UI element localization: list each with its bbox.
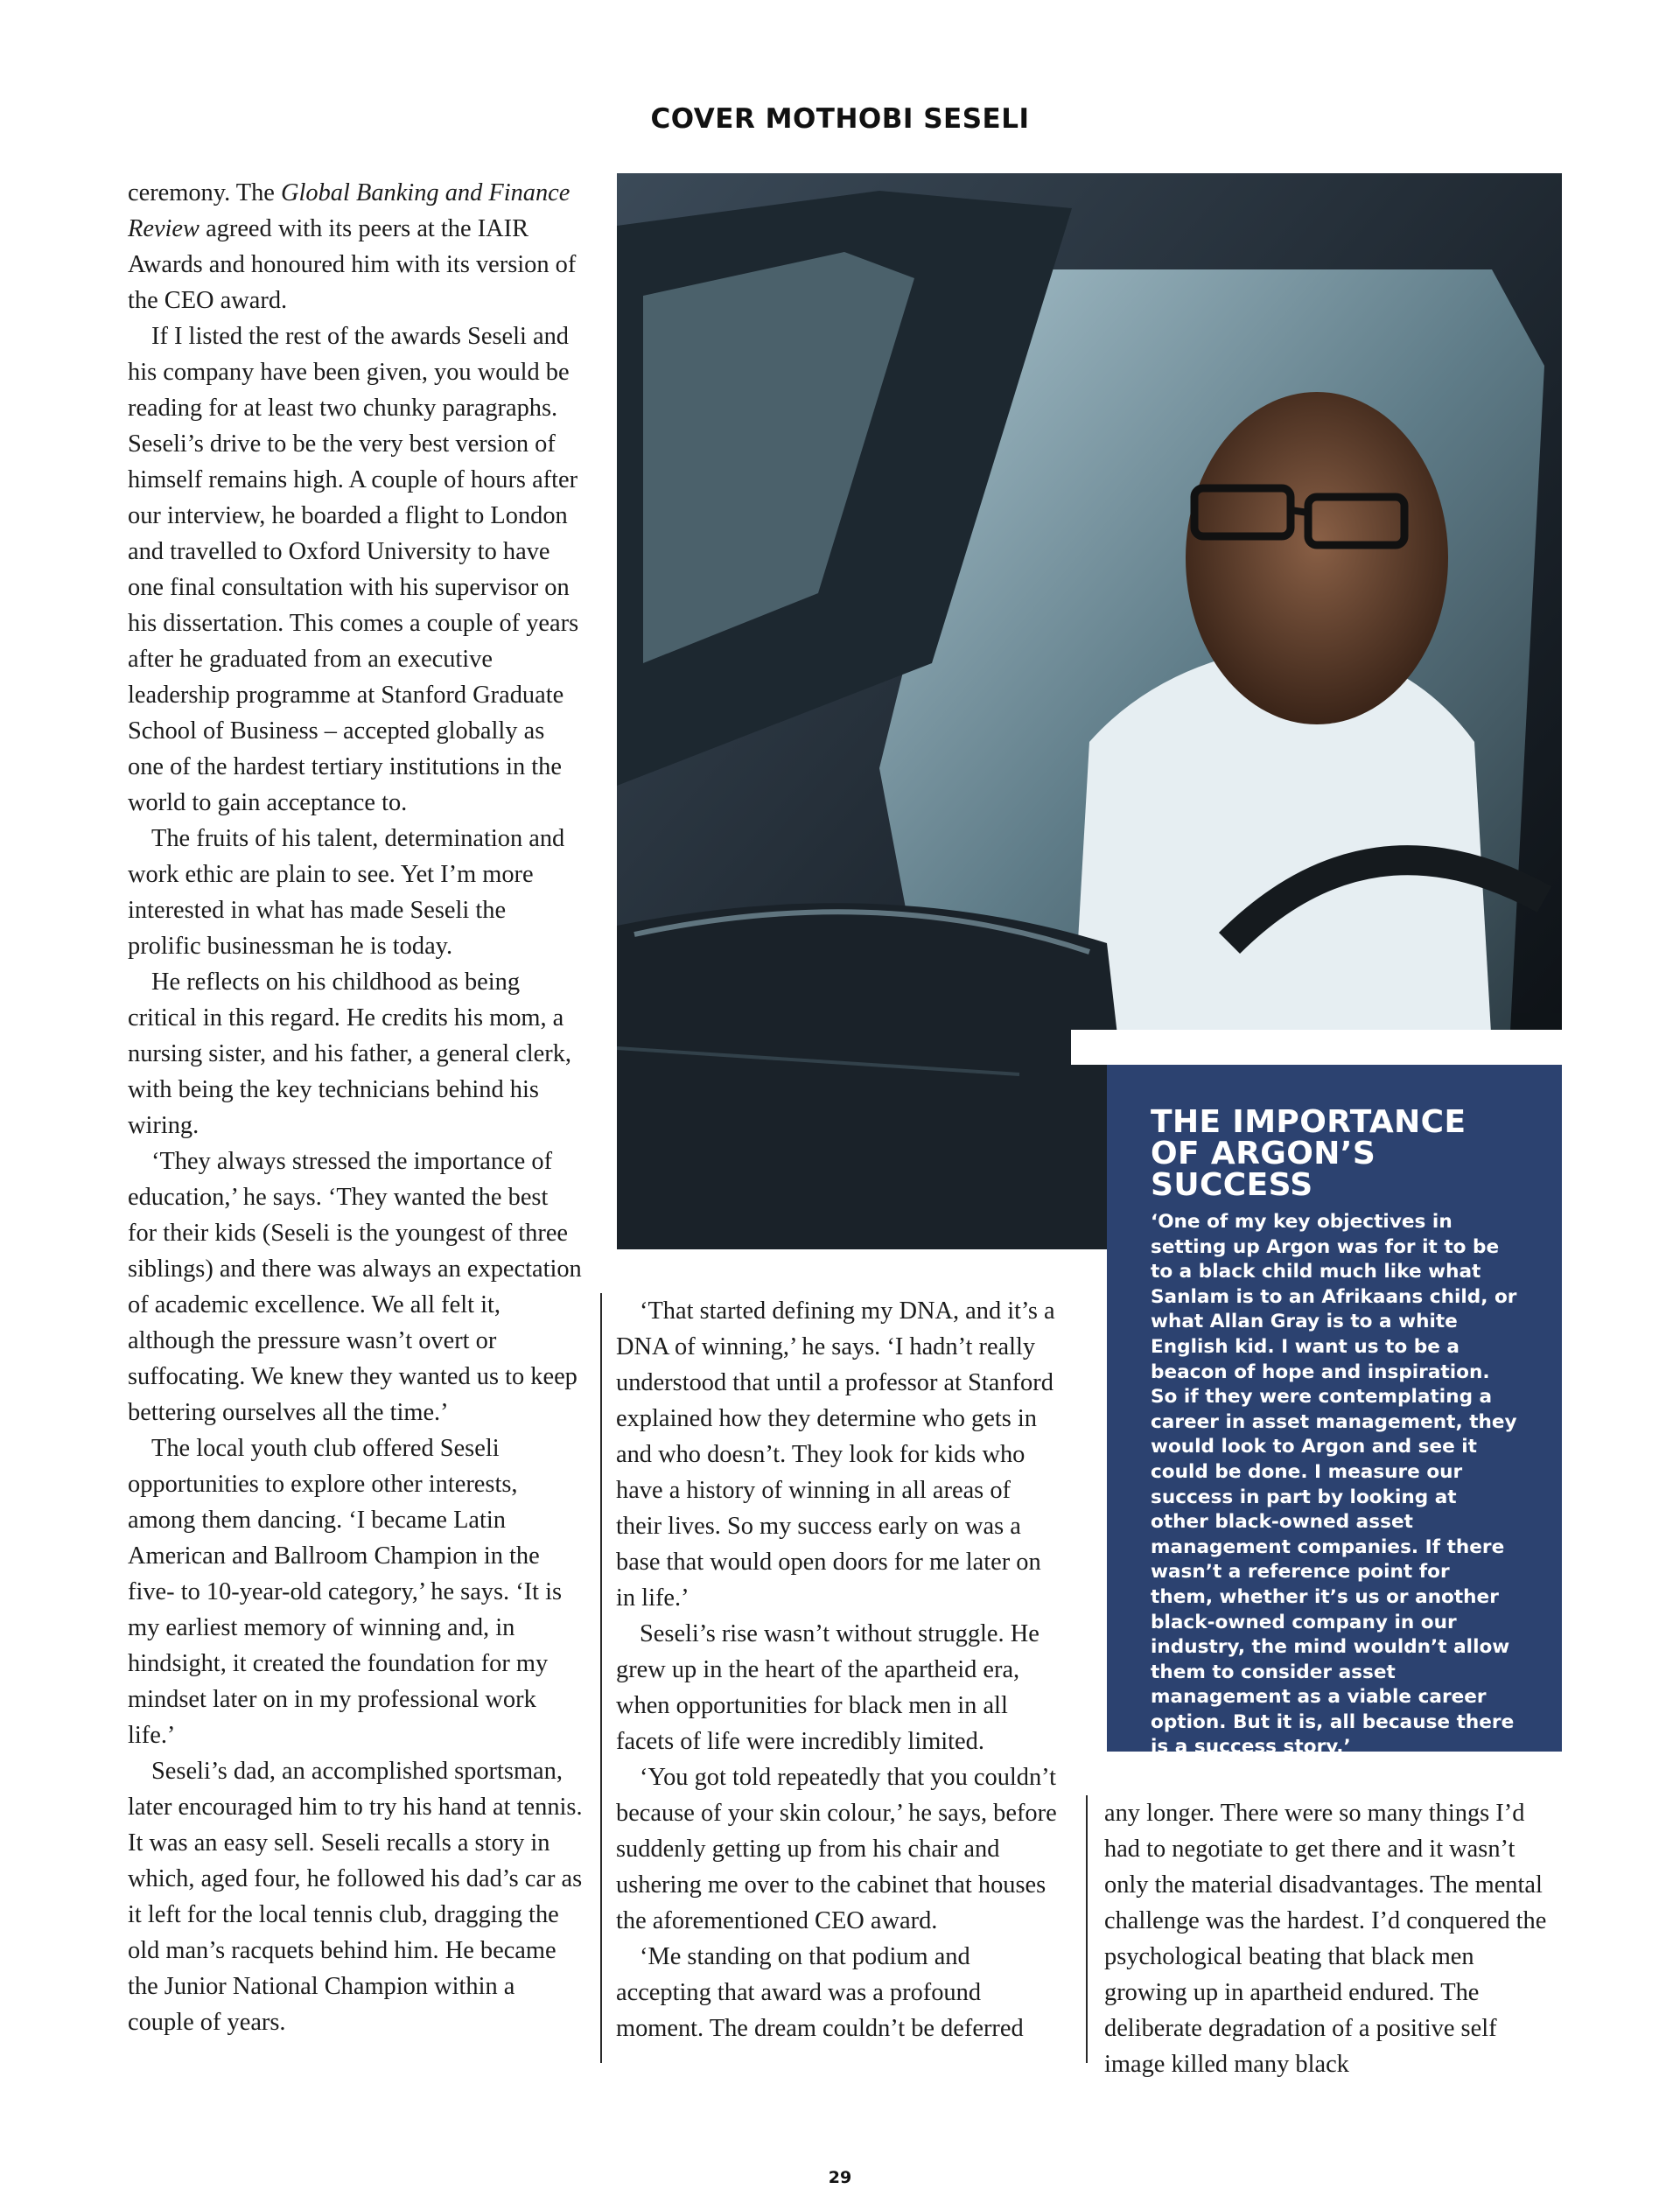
paragraph: He reflects on his childhood as being critical in this regard. He credits his mom, a nursing sister, and his father, a general clerk, with being the key technicians behind his wiring. [128,969,571,1139]
paragraph: If I listed the rest of the awards Seseli and his company have been given, you would be reading for at least two chunky paragraphs. Seseli’s drive to be the very best version of himself remains high. A couple of hours after our interview, he boarded a flight to London and travelled to Oxford University to have one final consultation with his supervisor on his dissertation. This comes a couple of years after he graduated from an executive leadership programme at Stanford Graduate School of Business – accepted globally as one of the hardest tertiary institutions in the world to gain acceptance to. [128,323,579,816]
paragraph: ‘Me standing on that podium and accepting that award was a profound moment. The dream couldn’t be deferred [616,1943,1024,2042]
paragraph: ceremony. The Global Banking and Finance Review agreed with its peers at the IAIR Awards and honoured him with its version of the CEO award. [128,179,577,314]
paragraph: The local youth club offered Seseli opportunities to explore other interests, among them dancing. ‘I became Latin American and Ballroom Champion in the five- to 10-year-old category,’ he says. ‘It is my earliest memory of winning and, in hindsight, it created the foundation for my mindset later on in my professional work life.’ [128,1435,563,1749]
page-number: 29 [828,2168,852,2187]
column-divider [600,1293,602,2063]
publication-title: Global Banking and Finance Review [128,179,570,242]
paragraph: ‘That started defining my DNA, and it’s a DNA of winning,’ he says. ‘I hadn’t really understood that until a professor at Stanford explained how they determine who gets in and who doesn’t. They look for kids who have a history of winning in all areas of their lives. So my success early on was a base that would open doors for me later on in life.’ [616,1297,1055,1612]
photo-notch [1071,1030,1562,1065]
body-column-1 [128,175,583,2040]
paragraph: Seseli’s rise wasn’t without struggle. He grew up in the heart of the apartheid era, when opportunities for black men in all facets of life were incredibly limited. [616,1620,1040,1755]
column-divider [1086,1795,1088,2063]
paragraph: The fruits of his talent, determination and work ethic are plain to see. Yet I’m more interested in what has made Seseli the prolific businessman he is today. [128,825,565,960]
body-column-2 [616,1293,1062,2046]
section-header: COVER MOTHOBI SESELI [650,103,1030,135]
paragraph: ‘They always stressed the importance of education,’ he says. ‘They wanted the best for their kids (Seseli is the youngest of three siblings) and there was always an expectation of academic excellence. We all felt it, although the pressure wasn’t overt or suffocating. We knew they wanted us to keep bettering ourselves all the time.’ [128,1148,582,1426]
sidebar-quote: ‘One of my key objectives in setting up Argon was for it to be to a black child much like what Sanlam is to an Afrikaans child, or what Allan Gray is to a white English kid. I want us to be a beacon of hope and inspiration. So if they were contemplating a career in asset management, they would look to Argon and see it could be done. I measure our success in part by looking at other black-owned asset management companies. If there wasn’t a reference point for them, whether it’s us or another black-owned company in our industry, the mind wouldn’t allow them to consider asset management as a viable career option. But it is, all because there is a success story.’ [1151,1211,1517,1759]
body-column-3 [1104,1795,1559,2082]
sidebar-box [1107,1065,1562,1759]
paragraph: ‘You got told repeatedly that you couldn’t because of your skin colour,’ he says, before suddenly getting up from his chair and ushering me over to the cabinet that houses the aforementioned CEO award. [616,1764,1057,1934]
paragraph: any longer. There were so many things I’d had to negotiate to get there and it wasn’t only the material disadvantages. The mental challenge was the hardest. I’d conquered the psychological beating that black men growing up in apartheid endured. The deliberate degradation of a positive self image killed many black [1104,1800,1547,2078]
sidebar-title: THE IMPORTANCE OF ARGON’S SUCCESS [1151,1104,1466,1203]
paragraph: Seseli’s dad, an accomplished sportsman, later encouraged him to try his hand at tennis. It was an easy sell. Seseli recalls a story in which, aged four, he followed his dad’s car as it left for the local tennis club, dragging the old man’s racquets behind him. He became the Junior National Champion within a couple of years. [128,1758,583,2036]
